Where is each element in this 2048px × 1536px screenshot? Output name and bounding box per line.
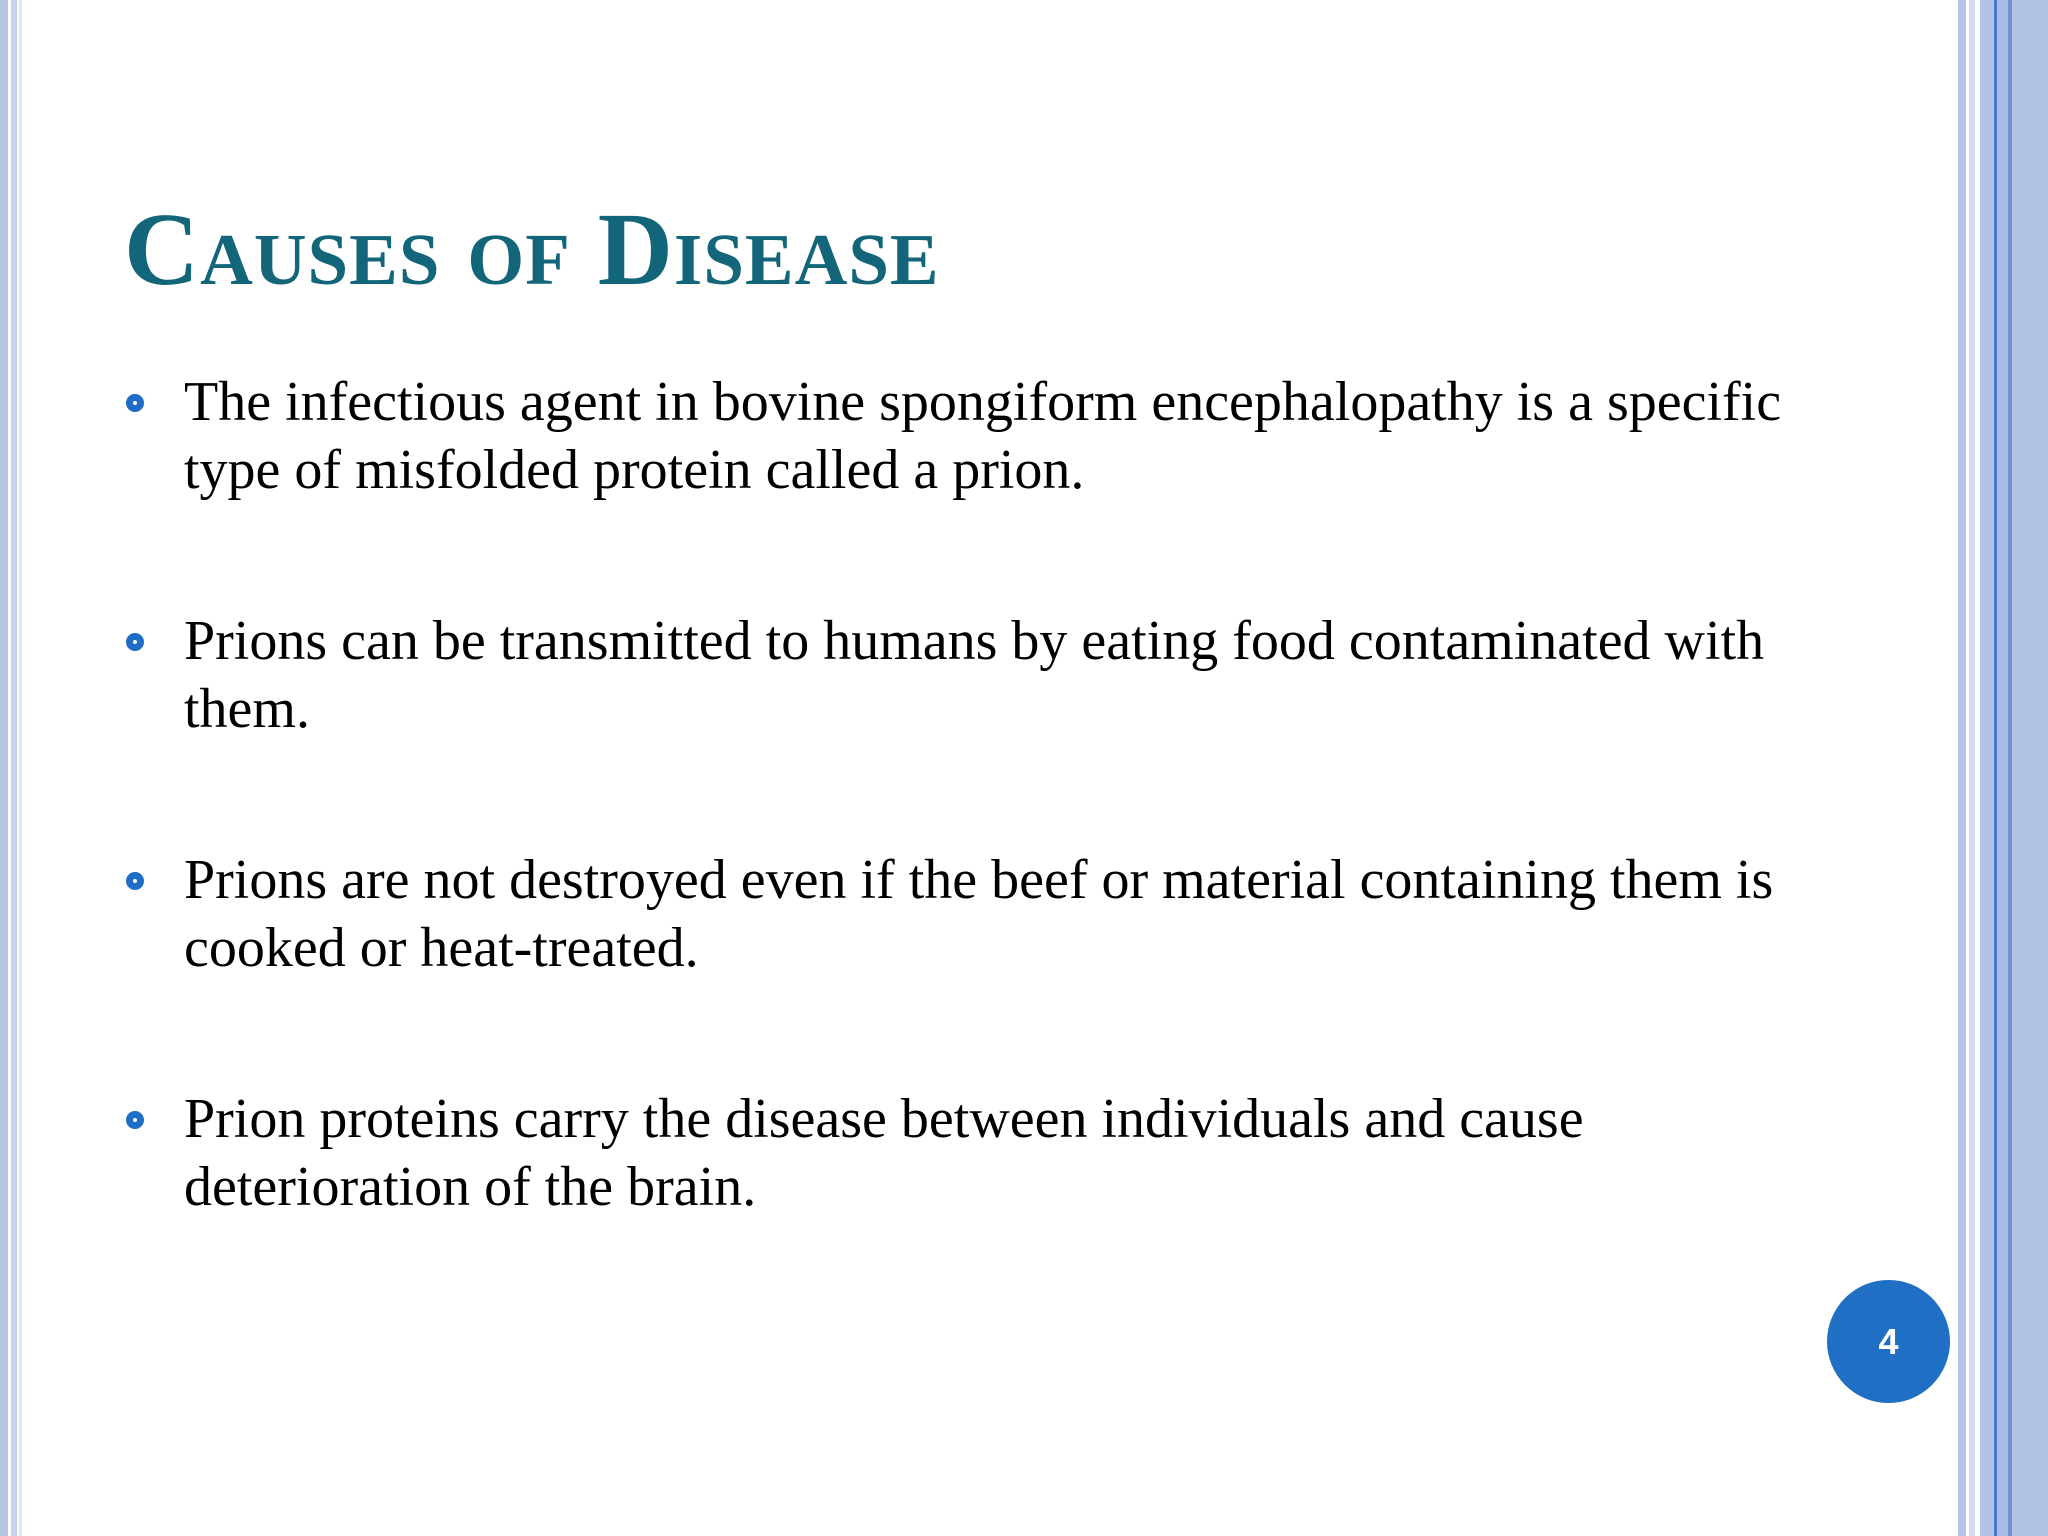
left-border-stripe [11,0,17,1536]
hollow-circle-icon [126,872,144,890]
page-number-badge [1827,1280,1950,1403]
hollow-circle-icon [126,633,144,651]
bullet-text: Prions can be transmitted to humans by eating food contaminated with them. [184,610,1765,740]
hollow-circle-icon [126,394,144,412]
bullet-text: The infectious agent in bovine spongiform encephalopathy is a specific type of misfolded protein called a prion. [184,371,1782,501]
left-border-stripe [19,0,22,1536]
left-border-stripe [0,0,8,1536]
bullet-item [122,1085,1822,1221]
bullet-list [122,368,1822,1324]
page-number: 4 [1878,1320,1899,1362]
bullet-item [122,846,1822,982]
slide-title: Causes of Disease [124,192,940,307]
bullet-text: Prion proteins carry the disease between individuals and cause deterioration of the brain. [184,1088,1584,1218]
right-border-stripe [2012,0,2048,1536]
right-border-stripe [1997,0,2008,1536]
bullet-item [122,607,1822,743]
right-border-stripe [1980,0,1994,1536]
right-border-stripe [1958,0,1966,1536]
right-border-stripe [1969,0,1975,1536]
hollow-circle-icon [126,1111,144,1129]
bullet-item [122,368,1822,504]
bullet-text: Prions are not destroyed even if the beef or material containing them is cooked or heat-treated. [184,849,1774,979]
